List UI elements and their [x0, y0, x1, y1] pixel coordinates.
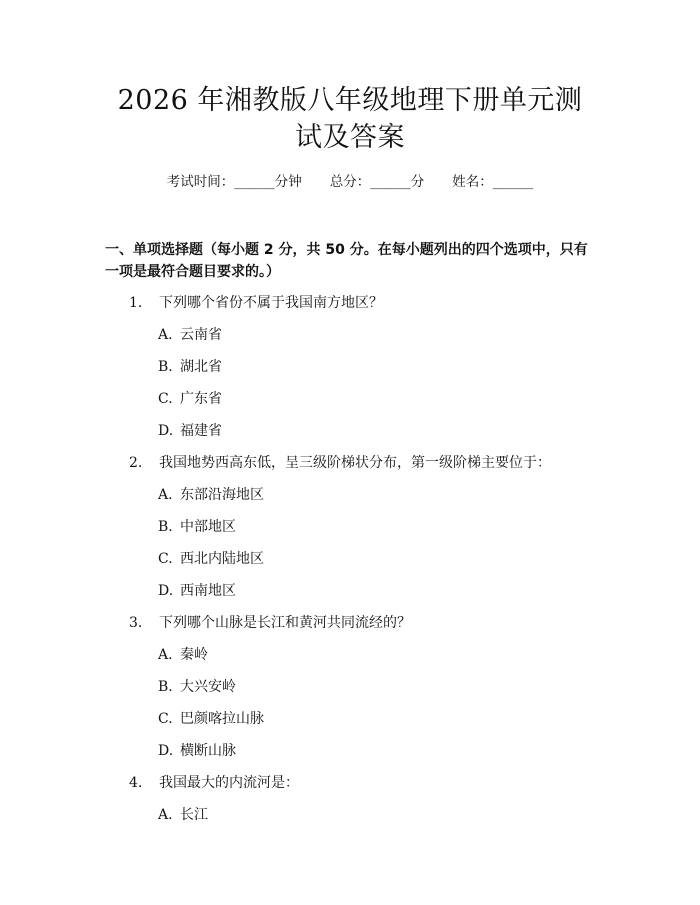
question-stem: [105, 773, 595, 793]
option-text: 中部地区: [180, 519, 236, 535]
option-text: 云南省: [180, 327, 222, 343]
question-number: 2.: [129, 455, 143, 471]
option-letter: D.: [158, 583, 174, 599]
option-text: 湖北省: [180, 359, 222, 375]
option-item: [158, 325, 595, 345]
option-item: [158, 485, 595, 505]
option-letter: D.: [158, 423, 174, 439]
option-item: [158, 549, 595, 569]
option-item: [158, 389, 595, 409]
option-item: [158, 357, 595, 377]
question-stem: [105, 613, 595, 633]
question-stem: [105, 293, 595, 313]
question-item: [105, 453, 595, 601]
option-item: [158, 581, 595, 601]
option-letter: A.: [158, 327, 173, 343]
option-item: [158, 709, 595, 729]
option-text: 西北内陆地区: [180, 551, 264, 567]
option-letter: A.: [158, 647, 173, 663]
question-number: 4.: [129, 775, 143, 791]
option-item: [158, 517, 595, 537]
option-item: [158, 677, 595, 697]
document-title: 2026 年湘教版八年级地理下册单元测试及答案: [117, 85, 583, 153]
question-number: 3.: [129, 615, 143, 631]
question-text: 我国最大的内流河是：: [159, 775, 299, 791]
question-stem: [105, 453, 595, 473]
option-text: 福建省: [180, 423, 222, 439]
option-list: [105, 645, 595, 761]
option-item: [158, 421, 595, 441]
option-item: [158, 805, 595, 825]
exam-meta-row: [105, 172, 595, 192]
option-text: 西南地区: [180, 583, 236, 599]
option-list: [105, 325, 595, 441]
question-item: [105, 613, 595, 761]
option-letter: A.: [158, 487, 173, 503]
option-list: [105, 485, 595, 601]
option-letter: B.: [158, 359, 173, 375]
question-text: 我国地势西高东低，呈三级阶梯状分布，第一级阶梯主要位于：: [159, 455, 551, 471]
option-letter: B.: [158, 679, 173, 695]
option-list: [105, 805, 595, 825]
option-text: 大兴安岭: [180, 679, 236, 695]
option-text: 长江: [180, 807, 208, 823]
option-text: 东部沿海地区: [180, 487, 264, 503]
option-text: 横断山脉: [180, 743, 236, 759]
option-text: 广东省: [180, 391, 222, 407]
total-score-field: 总分：______分: [329, 174, 425, 190]
option-item: [158, 645, 595, 665]
exam-time-field: 考试时间：______分钟: [166, 174, 302, 190]
student-name-field: 姓名：______: [452, 174, 534, 190]
question-text: 下列哪个省份不属于我国南方地区？: [159, 295, 383, 311]
option-letter: C.: [158, 711, 173, 727]
question-list: [105, 293, 595, 825]
option-text: 秦岭: [180, 647, 208, 663]
option-letter: D.: [158, 743, 174, 759]
option-letter: C.: [158, 551, 173, 567]
option-item: [158, 741, 595, 761]
option-text: 巴颜喀拉山脉: [180, 711, 264, 727]
option-letter: C.: [158, 391, 173, 407]
option-letter: B.: [158, 519, 173, 535]
question-item: [105, 773, 595, 825]
question-item: [105, 293, 595, 441]
question-number: 1.: [129, 295, 143, 311]
question-text: 下列哪个山脉是长江和黄河共同流经的？: [159, 615, 411, 631]
option-letter: A.: [158, 807, 173, 823]
section-heading: 一、单项选择题（每小题 2 分，共 50 分。在每小题列出的四个选项中，只有一项是最符合题目要求的。）: [105, 242, 588, 280]
